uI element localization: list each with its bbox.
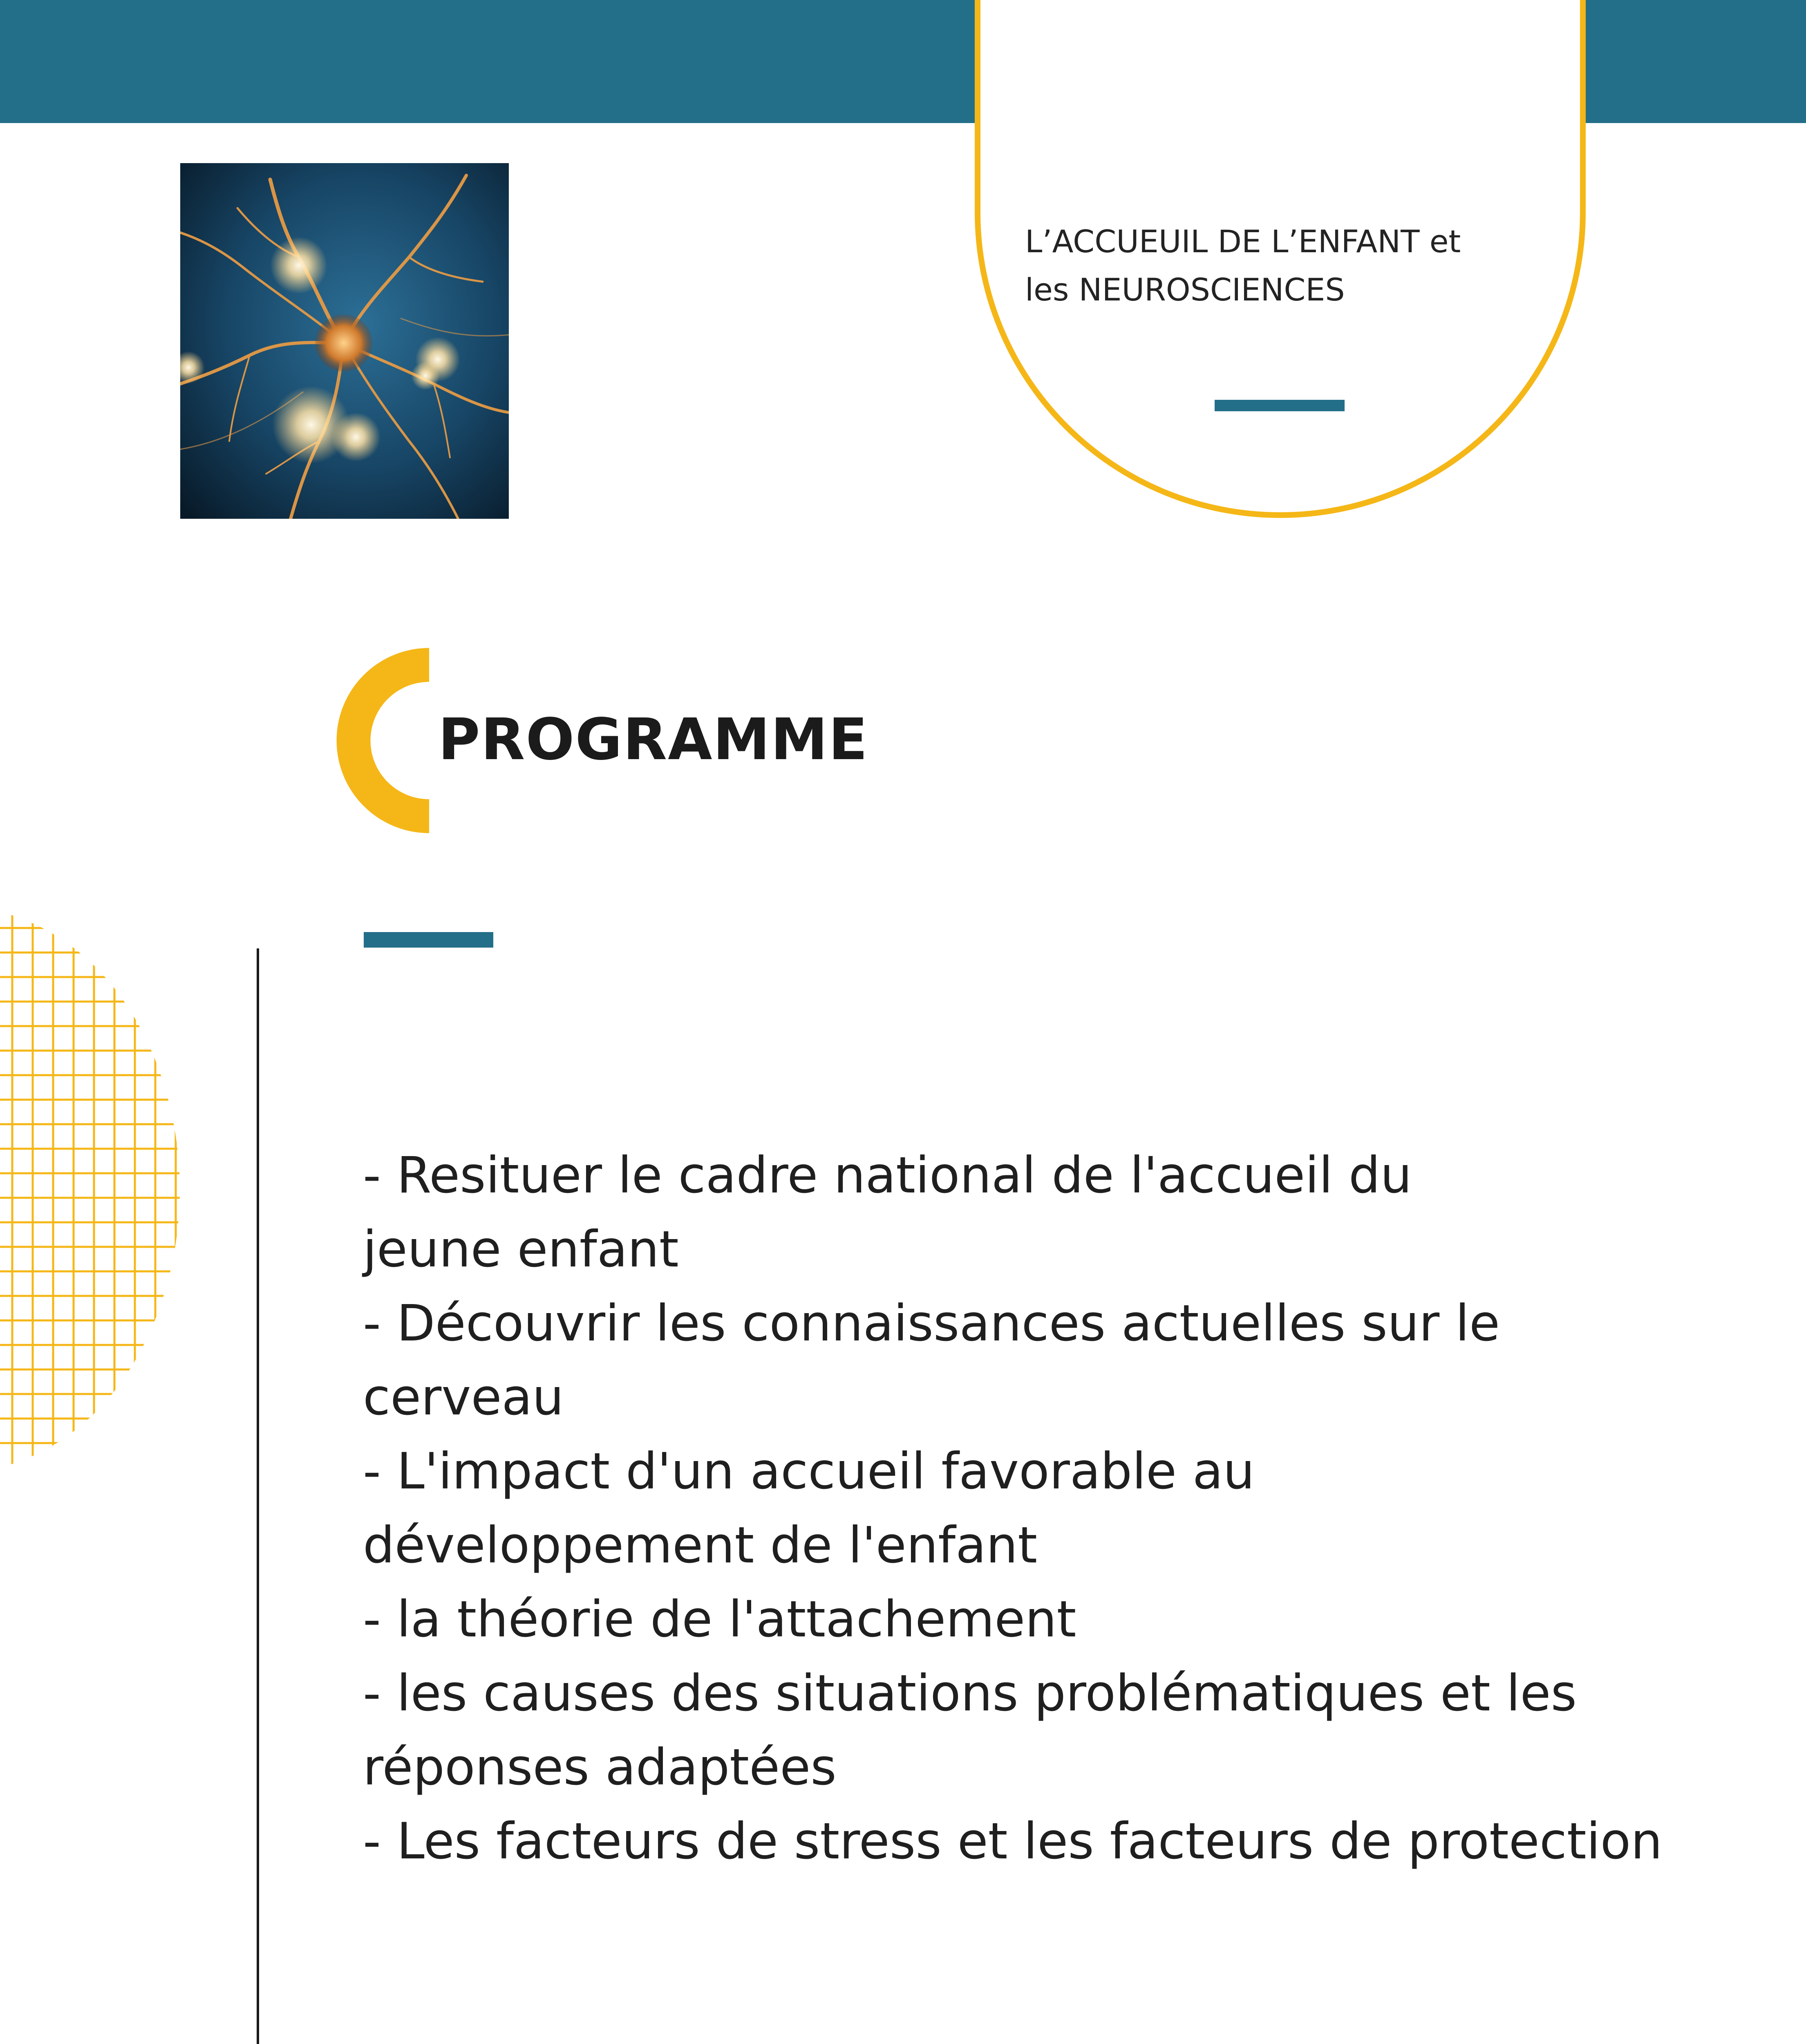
header-title-line-2: les NEUROSCIENCES [1025, 271, 1345, 308]
programme-line: - Resituer le cadre national de l'accueil du [363, 1146, 1412, 1204]
programme-line: - Découvrir les connaissances actuelles sur le [363, 1294, 1500, 1352]
programme-line: développement de l'enfant [363, 1516, 1038, 1574]
neuron-image [180, 163, 509, 519]
programme-arc-icon [336, 648, 430, 833]
programme-list [363, 1139, 1785, 1878]
programme-line: - la théorie de l'attachement [363, 1590, 1076, 1648]
programme-line: jeune enfant [363, 1220, 679, 1278]
programme-accent-bar [364, 932, 493, 948]
grid-pattern-decoration [0, 912, 180, 1468]
programme-line: - les causes des situations problématiques et les [363, 1664, 1577, 1722]
programme-line: réponses adaptées [363, 1738, 837, 1796]
vertical-divider [257, 948, 259, 2044]
header-title [1025, 217, 1564, 314]
header-title-line-1: L’ACCUEUIL DE L’ENFANT et [1025, 223, 1461, 260]
programme-title: PROGRAMME [438, 706, 868, 773]
programme-line: - L'impact d'un accueil favorable au [363, 1442, 1255, 1500]
programme-line: cerveau [363, 1368, 564, 1426]
header-accent-bar [1215, 400, 1345, 411]
programme-line: - Les facteurs de stress et les facteurs de protection [363, 1812, 1663, 1870]
